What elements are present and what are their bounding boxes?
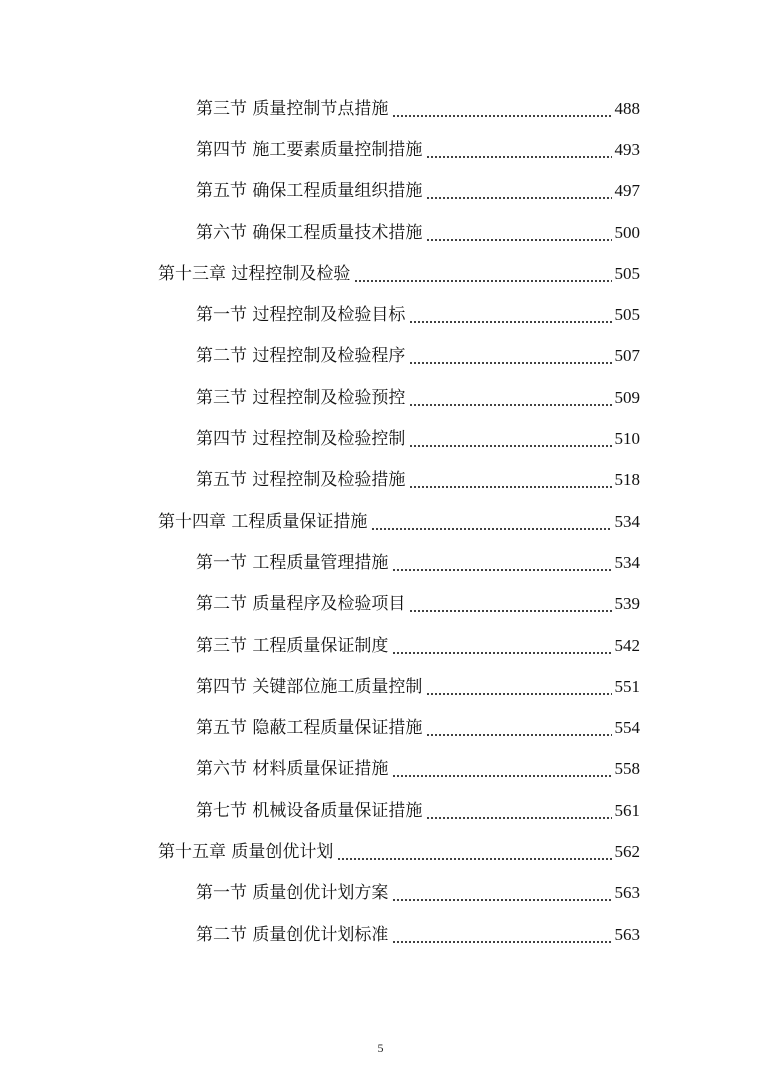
toc-dot-leader — [392, 115, 611, 117]
toc-dot-leader — [392, 775, 611, 777]
toc-entry-section[interactable] — [0, 707, 761, 748]
toc-dot-leader — [392, 652, 611, 654]
toc-dot-leader — [426, 817, 611, 819]
toc-entry-title: 第四节 施工要素质量控制措施 — [196, 139, 423, 160]
toc-dot-leader — [392, 569, 611, 571]
toc-entry-page: 505 — [614, 305, 640, 325]
toc-entry-title: 第二节 过程控制及检验程序 — [196, 346, 406, 367]
toc-entry-section[interactable] — [0, 129, 761, 170]
toc-entry-page: 542 — [614, 635, 640, 655]
toc-entry-page: 493 — [614, 139, 640, 159]
toc-dot-leader — [409, 445, 611, 447]
toc-entry-title: 第六节 确保工程质量技术措施 — [196, 222, 423, 243]
toc-entry-title: 第四节 过程控制及检验控制 — [196, 429, 406, 450]
toc-entry-section[interactable] — [0, 212, 761, 253]
toc-dot-leader — [426, 156, 611, 158]
toc-entry-section[interactable] — [0, 377, 761, 418]
toc-entry-section[interactable] — [0, 294, 761, 335]
toc-entry-section[interactable] — [0, 584, 761, 625]
toc-dot-leader — [409, 610, 611, 612]
toc-entry-title: 第六节 材料质量保证措施 — [196, 759, 389, 780]
toc-entry-page: 534 — [614, 511, 640, 531]
toc-entry-title: 第五节 过程控制及检验措施 — [196, 470, 406, 491]
toc-dot-leader — [426, 693, 611, 695]
toc-entry-title: 第一节 质量创优计划方案 — [196, 883, 389, 904]
toc-dot-leader — [426, 734, 611, 736]
toc-dot-leader — [371, 528, 611, 530]
toc-dot-leader — [409, 404, 611, 406]
toc-dot-leader — [409, 486, 611, 488]
toc-entry-title: 第十四章 工程质量保证措施 — [158, 511, 368, 532]
toc-entry-page: 558 — [614, 759, 640, 779]
toc-entry-title: 第三节 工程质量保证制度 — [196, 635, 389, 656]
toc-entry-chapter[interactable] — [0, 253, 761, 294]
toc-entry-page: 562 — [614, 841, 640, 861]
toc-entry-chapter[interactable] — [0, 831, 761, 872]
toc-entry-section[interactable] — [0, 542, 761, 583]
toc-entry-title: 第五节 确保工程质量组织措施 — [196, 181, 423, 202]
toc-entry-title: 第三节 过程控制及检验预控 — [196, 387, 406, 408]
toc-entry-page: 563 — [614, 883, 640, 903]
toc-entry-page: 518 — [614, 470, 640, 490]
toc-entry-page: 534 — [614, 552, 640, 572]
toc-entry-title: 第一节 过程控制及检验目标 — [196, 305, 406, 326]
toc-dot-leader — [426, 197, 611, 199]
toc-entry-page: 505 — [614, 263, 640, 283]
toc-entry-section[interactable] — [0, 666, 761, 707]
toc-entry-title: 第十五章 质量创优计划 — [158, 841, 334, 862]
toc-entry-section[interactable] — [0, 88, 761, 129]
toc-entry-chapter[interactable] — [0, 501, 761, 542]
toc-entry-page: 563 — [614, 924, 640, 944]
toc-entry-page: 509 — [614, 387, 640, 407]
toc-entry-section[interactable] — [0, 171, 761, 212]
page-number: 5 — [377, 1041, 384, 1055]
toc-entry-section[interactable] — [0, 418, 761, 459]
table-of-contents — [0, 88, 761, 955]
toc-dot-leader — [337, 858, 611, 860]
toc-entry-title: 第二节 质量程序及检验项目 — [196, 594, 406, 615]
toc-entry-page: 551 — [614, 676, 640, 696]
toc-entry-title: 第三节 质量控制节点措施 — [196, 98, 389, 119]
toc-dot-leader — [354, 280, 611, 282]
toc-entry-section[interactable] — [0, 336, 761, 377]
toc-dot-leader — [426, 239, 611, 241]
toc-entry-page: 510 — [614, 429, 640, 449]
toc-entry-title: 第七节 机械设备质量保证措施 — [196, 800, 423, 821]
toc-dot-leader — [409, 362, 611, 364]
toc-entry-page: 507 — [614, 346, 640, 366]
toc-entry-title: 第四节 关键部位施工质量控制 — [196, 676, 423, 697]
toc-dot-leader — [409, 321, 611, 323]
toc-entry-section[interactable] — [0, 914, 761, 955]
toc-entry-page: 488 — [614, 98, 640, 118]
toc-entry-title: 第十三章 过程控制及检验 — [158, 263, 351, 284]
toc-entry-section[interactable] — [0, 460, 761, 501]
toc-dot-leader — [392, 899, 611, 901]
toc-entry-page: 500 — [614, 222, 640, 242]
toc-entry-section[interactable] — [0, 790, 761, 831]
toc-entry-title: 第一节 工程质量管理措施 — [196, 552, 389, 573]
toc-entry-title: 第二节 质量创优计划标准 — [196, 924, 389, 945]
toc-entry-section[interactable] — [0, 625, 761, 666]
toc-entry-page: 554 — [614, 718, 640, 738]
toc-dot-leader — [392, 941, 611, 943]
toc-entry-page: 539 — [614, 594, 640, 614]
toc-entry-title: 第五节 隐蔽工程质量保证措施 — [196, 718, 423, 739]
toc-entry-section[interactable] — [0, 749, 761, 790]
toc-entry-page: 497 — [614, 181, 640, 201]
toc-entry-section[interactable] — [0, 873, 761, 914]
toc-entry-page: 561 — [614, 800, 640, 820]
